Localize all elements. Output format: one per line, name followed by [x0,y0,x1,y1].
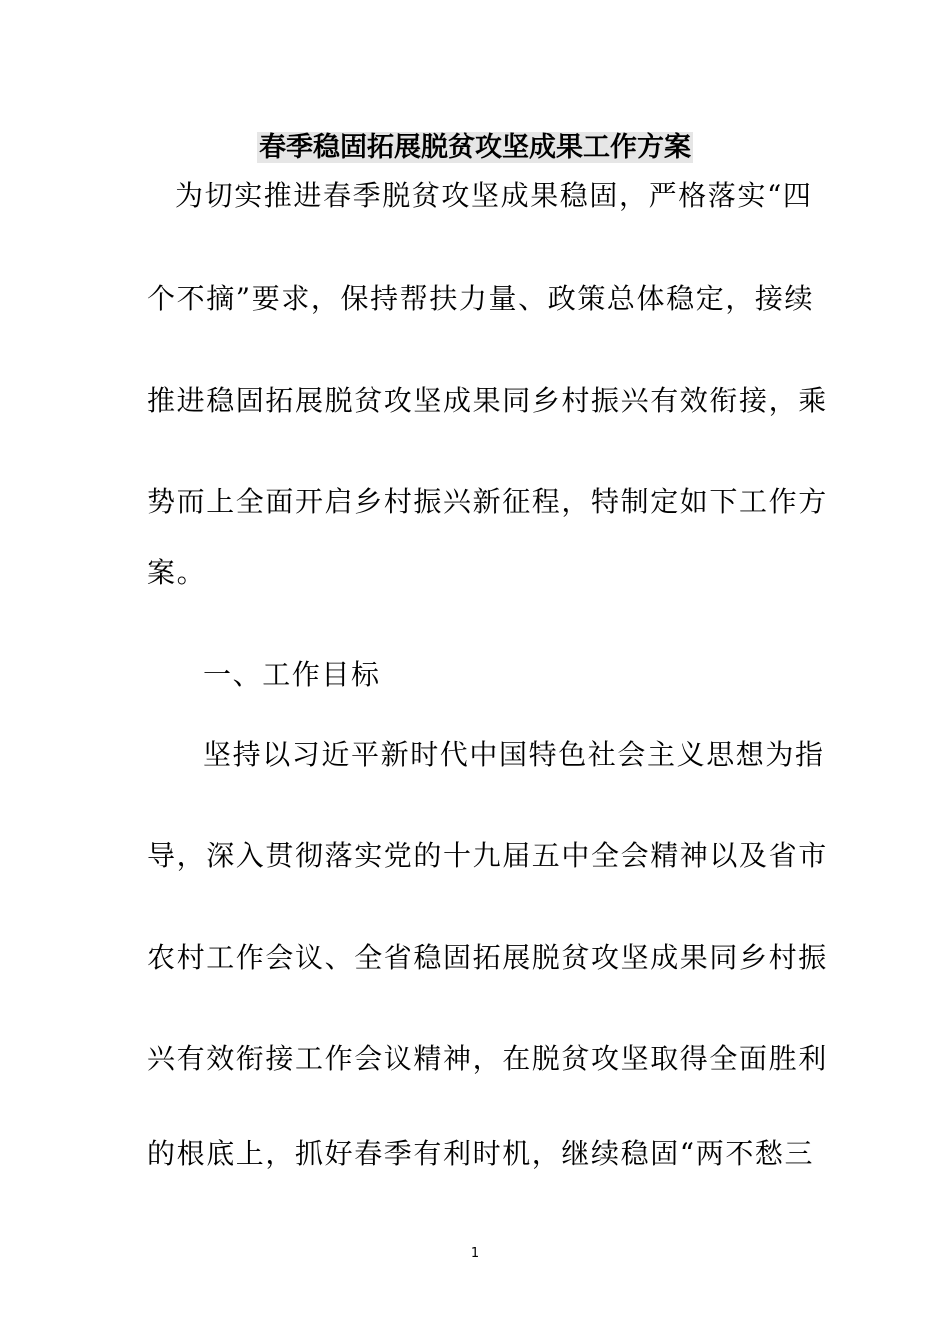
page-number: 1 [470,1246,480,1261]
section-line: 导，深入贯彻落实党的十九届五中全会精神以及省市 [147,839,828,872]
intro-line: 为切实推进春季脱贫攻坚成果稳固，严格落实“四 [175,179,813,212]
intro-line: 个不摘”要求，保持帮扶力量、政策总体稳定，接续 [147,282,815,315]
document-title-text: 春季稳固拓展脱贫攻坚成果工作方案 [259,132,691,163]
section-heading: 一、工作目标 [203,658,381,691]
section-line: 农村工作会议、全省稳固拓展脱贫攻坚成果同乡村振 [147,941,828,974]
section-line: 坚持以习近平新时代中国特色社会主义思想为指 [203,738,825,771]
document-title [0,128,950,168]
section-line: 的根底上，抓好春季有利时机，继续稳固“两不愁三 [147,1137,815,1170]
section-line: 兴有效衔接工作会议精神，在脱贫攻坚取得全面胜利 [147,1042,828,1075]
intro-line: 案。 [147,556,207,589]
intro-line: 势而上全面开启乡村振兴新征程，特制定如下工作方 [147,485,828,518]
intro-line: 推进稳固拓展脱贫攻坚成果同乡村振兴有效衔接，乘 [147,384,828,417]
